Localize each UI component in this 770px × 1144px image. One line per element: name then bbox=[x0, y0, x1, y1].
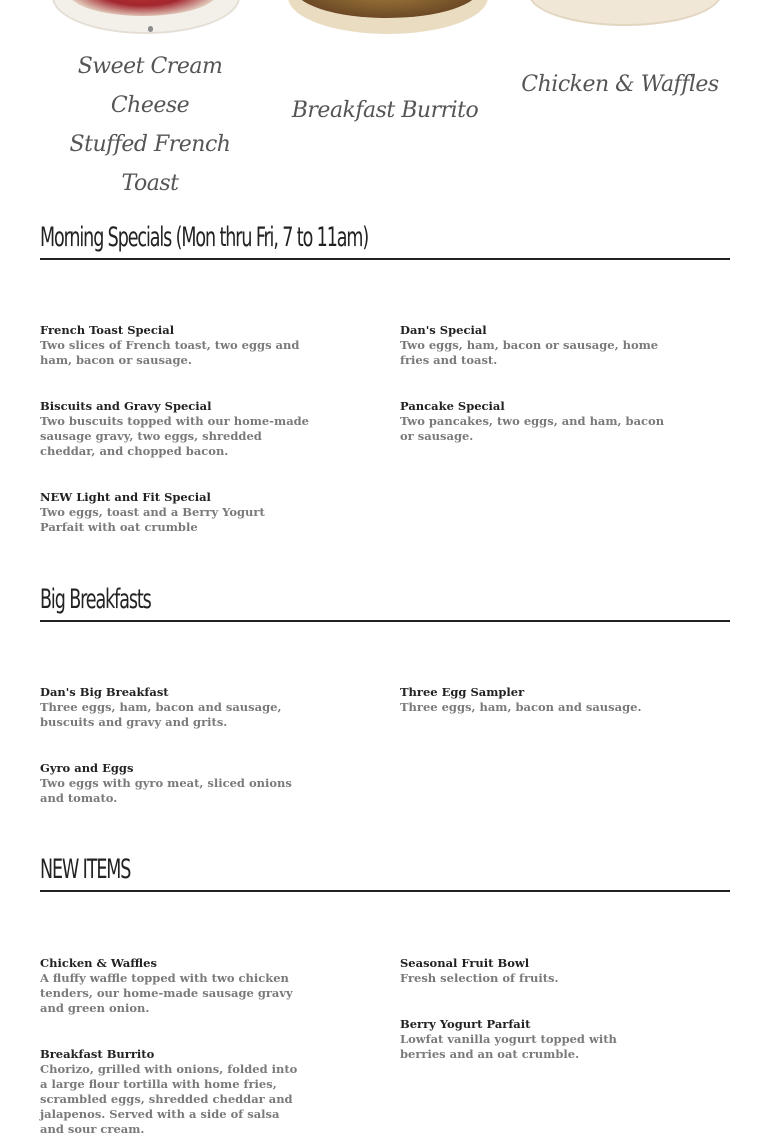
section-title-new-items: NEW ITEMS bbox=[40, 852, 730, 892]
menu-item-desc: A fluffy waffle topped with two chicken tenders, our home-made sausage gravy and green onion. bbox=[40, 971, 293, 1015]
menu-item bbox=[400, 323, 670, 368]
menu-item-desc: Chorizo, grilled with onions, folded into a large flour tortilla with home fries, scrambled eggs, shredded cheddar and jalapenos. Served with a side of salsa and sour cream. bbox=[40, 1062, 298, 1136]
menu-item-desc: Two pancakes, two eggs, and ham, bacon or sausage. bbox=[400, 414, 665, 443]
menu-item-name: Three Egg Sampler bbox=[400, 685, 525, 699]
menu-item-desc: Three eggs, ham, bacon and sausage. bbox=[400, 700, 642, 714]
menu-item bbox=[400, 685, 700, 715]
gallery-caption-burrito: Breakfast Burrito bbox=[291, 98, 479, 123]
menu-item bbox=[40, 761, 300, 806]
menu-item-desc: Lowfat vanilla yogurt topped with berries and an oat crumble. bbox=[400, 1032, 617, 1061]
menu-item-name: Dan's Big Breakfast bbox=[40, 685, 169, 699]
menu-item-desc: Fresh selection of fruits. bbox=[400, 971, 559, 985]
menu-item bbox=[40, 399, 310, 459]
menu-item-name: Biscuits and Gravy Special bbox=[40, 399, 212, 413]
section-title-morning-specials: Morning Specials (Mon thru Fri, 7 to 11am) bbox=[40, 220, 730, 260]
menu-item-name: Breakfast Burrito bbox=[40, 1047, 155, 1061]
menu-item bbox=[40, 685, 310, 730]
menu-item-desc: Two eggs, toast and a Berry Yogurt Parfait with oat crumble bbox=[40, 505, 265, 534]
menu-item-desc: Two buscuits topped with our home-made sausage gravy, two eggs, shredded cheddar, and chopped bacon. bbox=[40, 414, 309, 458]
menu-item-name: Seasonal Fruit Bowl bbox=[400, 956, 530, 970]
menu-item-desc: Two eggs with gyro meat, sliced onions and tomato. bbox=[40, 776, 292, 805]
menu-item-desc: Three eggs, ham, bacon and sausage, buscuits and gravy and grits. bbox=[40, 700, 282, 729]
menu-item-name: Pancake Special bbox=[400, 399, 505, 413]
menu-item-desc: Two slices of French toast, two eggs and ham, bacon or sausage. bbox=[40, 338, 300, 367]
menu-item-desc: Two eggs, ham, bacon or sausage, home fries and toast. bbox=[400, 338, 659, 367]
menu-item bbox=[40, 323, 310, 368]
menu-item bbox=[40, 490, 310, 535]
menu-item-name: Gyro and Eggs bbox=[40, 761, 134, 775]
menu-item bbox=[400, 399, 670, 444]
menu-item-name: Dan's Special bbox=[400, 323, 487, 337]
french-toast-photo[interactable] bbox=[52, 0, 240, 34]
menu-item-name: NEW Light and Fit Special bbox=[40, 490, 211, 504]
breakfast-burrito-photo[interactable] bbox=[288, 0, 488, 34]
section-title-big-breakfasts: Big Breakfasts bbox=[40, 582, 730, 622]
gallery-caption-french-toast: Sweet Cream Cheese Stuffed French Toast bbox=[69, 54, 231, 196]
gallery-caption-chicken-waffles: Chicken & Waffles bbox=[521, 72, 719, 97]
menu-item-name: French Toast Special bbox=[40, 323, 175, 337]
menu-item bbox=[40, 956, 300, 1016]
menu-item bbox=[400, 1017, 665, 1062]
menu-item-name: Berry Yogurt Parfait bbox=[400, 1017, 531, 1031]
menu-item bbox=[40, 1047, 300, 1137]
menu-item-name: Chicken & Waffles bbox=[40, 956, 157, 970]
menu-item bbox=[400, 956, 670, 986]
chicken-waffles-photo[interactable] bbox=[528, 0, 722, 26]
